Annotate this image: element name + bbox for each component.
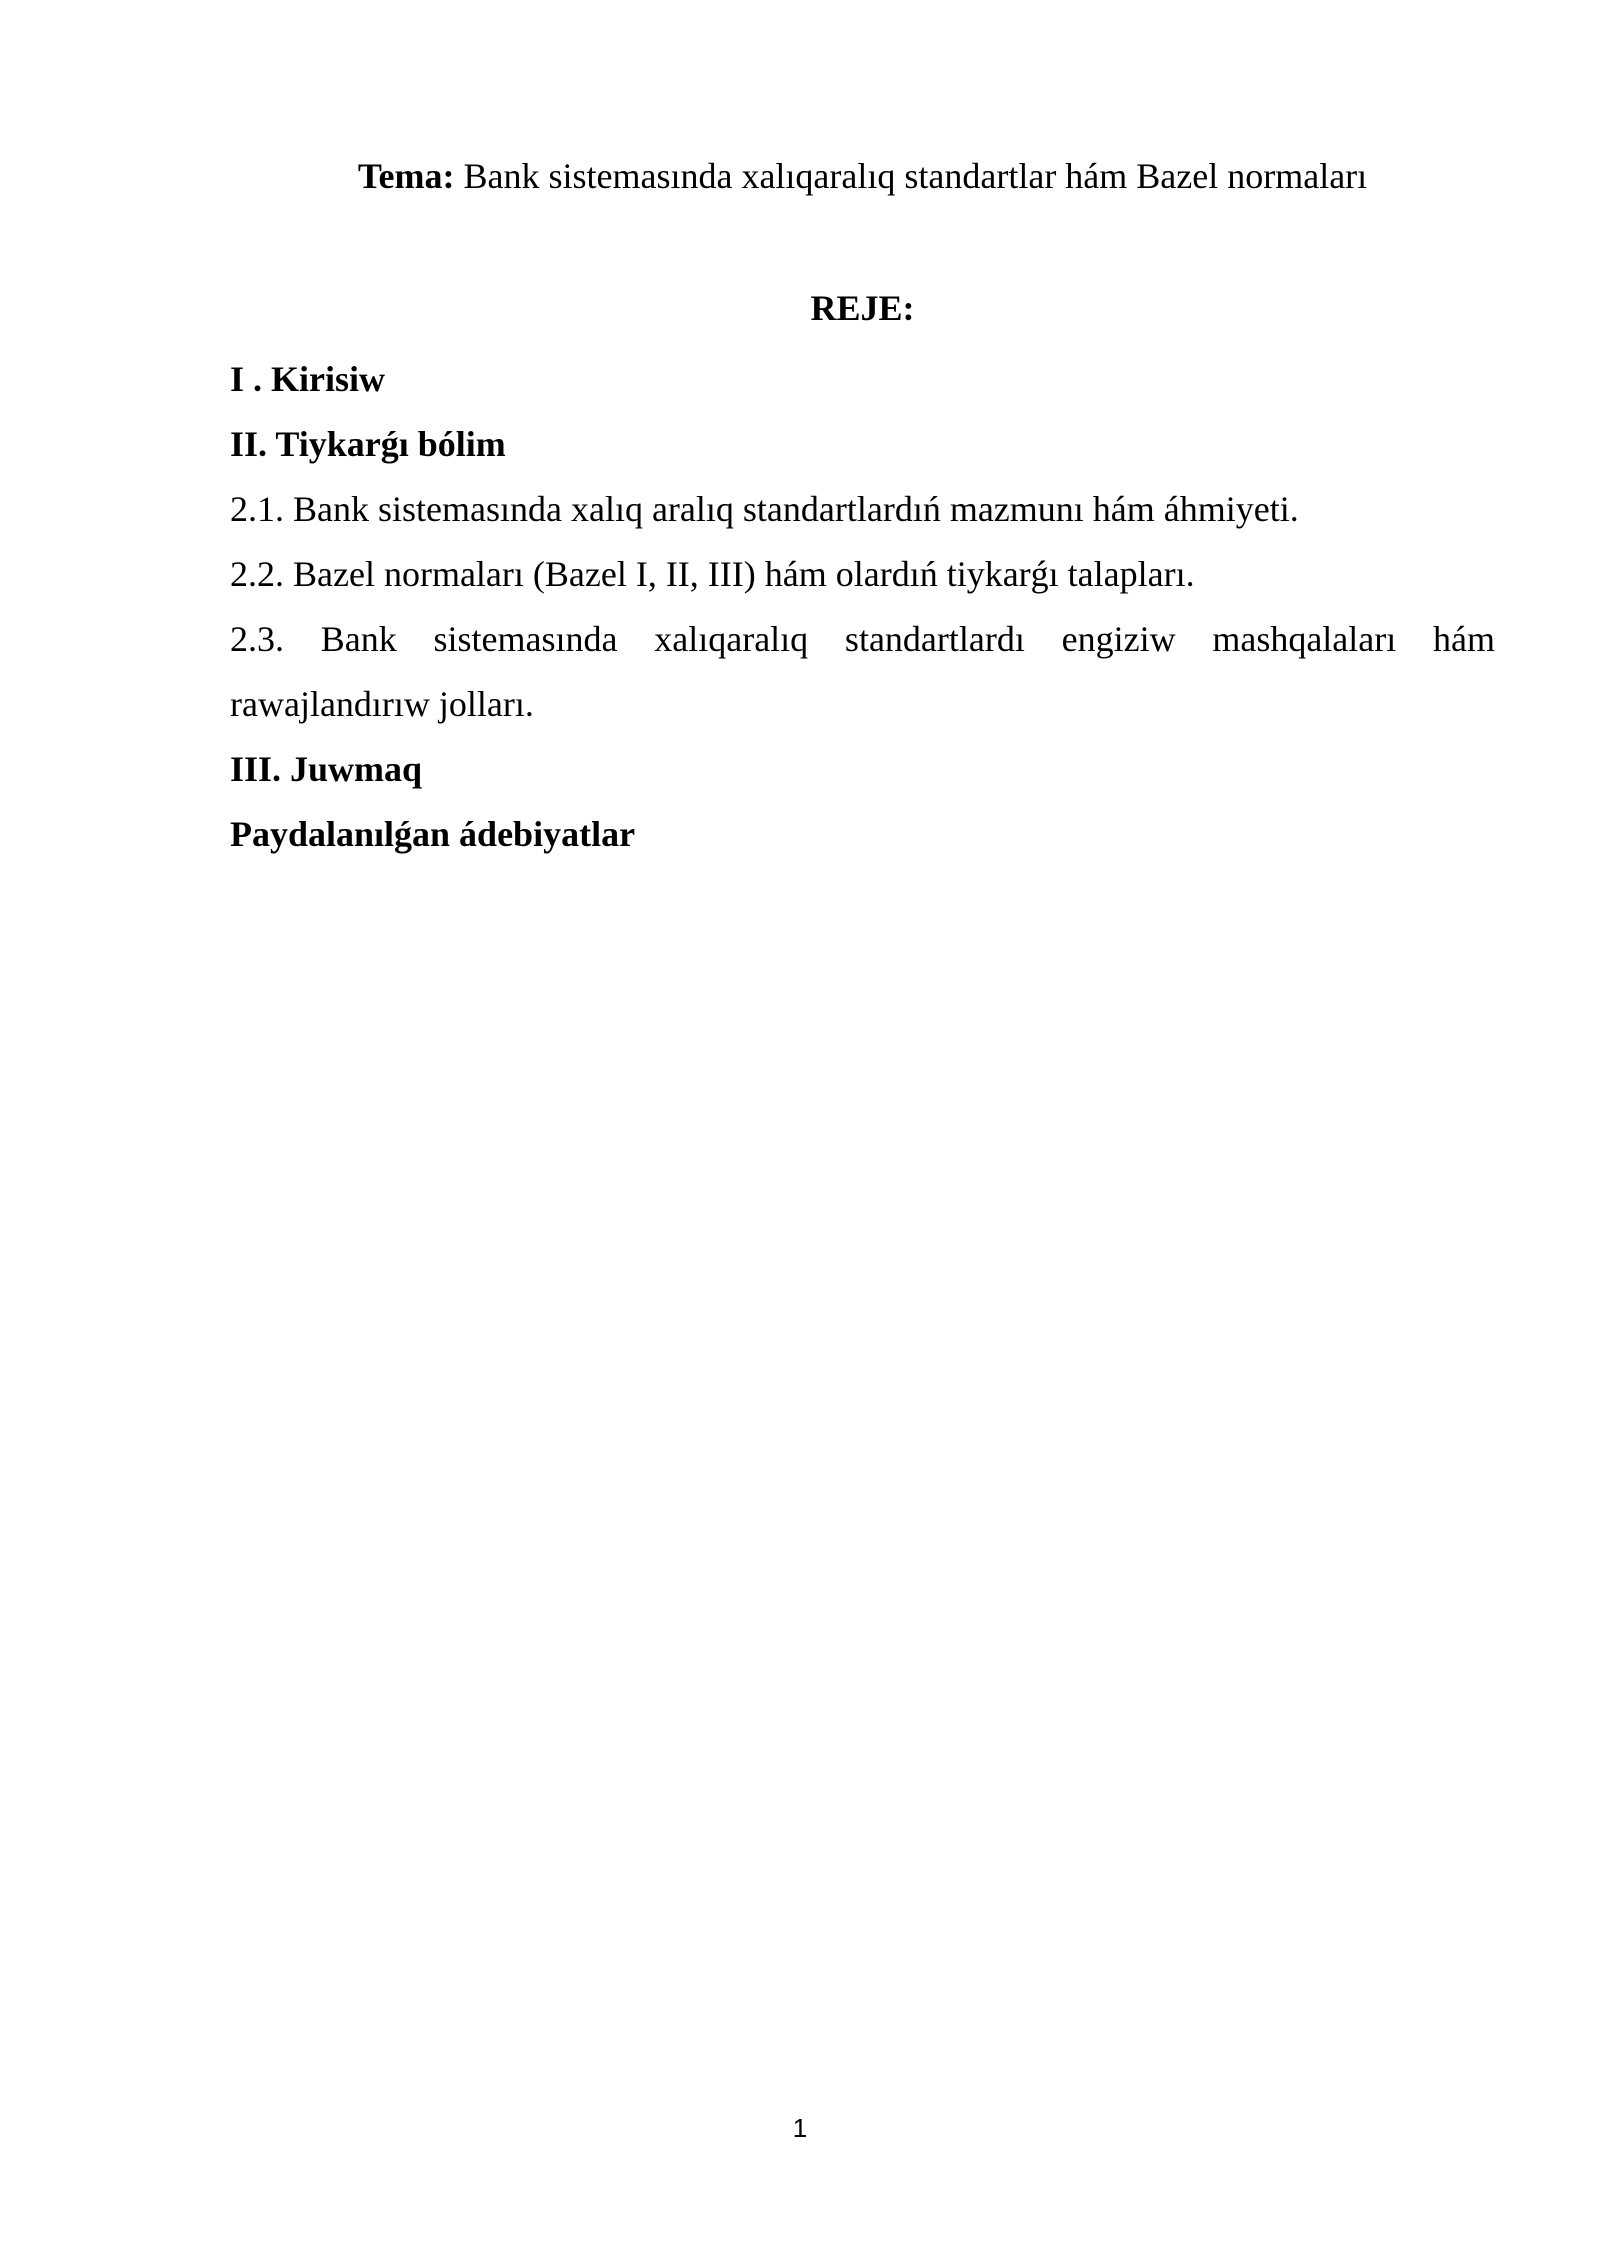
plan-item-2-3: 2.3. Bank sistemasında xalıqaralıq standartlardı engiziw mashqalaları hám rawajlandırıw jolları. [230,619,1495,724]
plan-heading: REJE: [810,288,915,328]
title-lead: Tema: [357,156,455,196]
plan-item-2-1: 2.1. Bank sistemasında xalıq aralıq standartlardıń mazmunı hám áhmiyeti. [230,489,1299,529]
plan-item-conclusion: III. Juwmaq [230,749,423,789]
plan-list [230,347,1495,867]
plan-item-introduction: I . Kirisiw [230,359,386,399]
page-number: 1 [792,2113,808,2143]
title-text: Bank sistemasında xalıqaralıq standartlar hám Bazel normaları [454,156,1368,196]
document-title [230,152,1495,200]
plan-item-main-part: II. Tiykarǵı bólim [230,424,506,464]
plan-item-references: Paydalanılǵan ádebiyatlar [230,814,636,854]
plan-item-2-2: 2.2. Bazel normaları (Bazel I, II, III) hám olardıń tiykarǵı talapları. [230,554,1195,594]
